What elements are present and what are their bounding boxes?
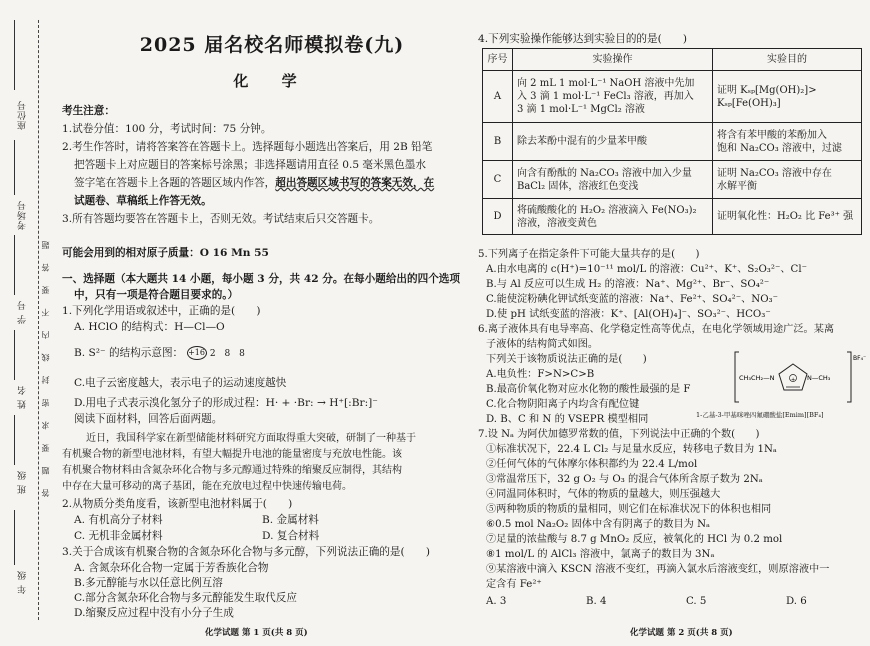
q3-stem: 3.关于合成该有机聚合物的含氮杂环化合物与多元醇，下列说法正确的是( ) — [62, 546, 430, 558]
q6-option-c: C.化合物阴阳离子内均含有配位键 — [486, 399, 640, 410]
q4-row-c-goal — [713, 161, 862, 199]
q7-item-7: ⑦足量的浓盐酸与 8.7 g MnO₂ 反应，被氧化的 HCl 为 0.2 mol — [486, 534, 783, 545]
exam-room-blank — [14, 140, 15, 195]
q4-row-b-op-1: 除去苯酚中混有的少量苯甲酸 — [517, 136, 647, 147]
q4-row-d-goal-1: 证明氧化性：H₂O₂ 比 Fe³⁺ 强 — [717, 211, 854, 222]
q4-row-c-goal-2: 水解平衡 — [717, 180, 757, 192]
electron-shells: 2 8 8 — [209, 349, 248, 359]
exam-title: 2025 届名校名师模拟卷(九) — [139, 34, 405, 56]
svg-text:+: + — [791, 377, 796, 383]
q1-stem: 1.下列化学用语或叙述中，正确的是( ) — [62, 305, 261, 317]
q6-option-a: A.电负性：F>N>C>B — [486, 369, 595, 380]
q5-option-c: C.能使淀粉碘化钾试纸变蓝的溶液：Na⁺、Fe²⁺、SO₄²⁻、NO₃⁻ — [486, 294, 779, 305]
section1-heading: 一、选择题（本大题共 14 小题，每小题 3 分，共 42 分。在每小题给出的四个选项 — [62, 273, 460, 285]
footer-left: 化学试题 第 1 页(共 8 页) — [205, 628, 308, 638]
q7-option-a: A. 3 — [486, 596, 507, 607]
q6-option-d: D. B、C 和 N 的 VSEPR 模型相同 — [486, 414, 649, 425]
mol-caption: 1-乙基-3-甲基咪唑四氟硼酸盐[Emim][BF₄] — [696, 411, 824, 419]
q3-option-d: D.缩聚反应过程中没有小分子生成 — [74, 607, 234, 619]
notice-item-3: 3.所有答题均要答在答题卡上，否则无效。考试结束后只交答题卡。 — [62, 213, 380, 225]
q3-option-c: C.部分含氮杂环化合物与多元醇能发生取代反应 — [74, 592, 297, 604]
reading-line-2: 有机聚合物的新型电池材料，有望大幅提升电池的能量密度与充放电性能。该 — [62, 449, 402, 460]
q4-table — [482, 48, 862, 235]
grade-blank — [14, 510, 15, 565]
notice-text: 签字笔在答题卡上各题的答题区域内作答， — [74, 177, 276, 189]
q4-table-header — [483, 49, 862, 71]
q4-row-b-op — [513, 123, 713, 161]
seal-notice: 答 题 要 求 密 封 线 内 不 要 答 题 — [41, 235, 50, 497]
q4-row-d-op-2: 溶液，溶液变黄色 — [517, 217, 597, 229]
q6-stem-2: 子液体的结构简式如图。 — [486, 339, 599, 350]
q4-row-a-op-2: 入 3 滴 1 mol·L⁻¹ FeCl₃ 溶液，再加入 — [517, 91, 694, 102]
student-id-blank — [14, 235, 15, 295]
q7-item-9: ⑨某溶液中滴入 KSCN 溶液不变红，再滴入氯水后溶液变红，则原溶液中一 — [486, 564, 830, 575]
q1-option-b-text: B. S²⁻ 的结构示意图： — [74, 347, 184, 359]
q4-row-d-no: D — [483, 199, 513, 235]
q7-option-d: D. 6 — [786, 596, 807, 607]
exam-room-label: 考场号 — [18, 200, 28, 230]
q4-row-b-no: B — [483, 123, 513, 161]
q7-item-9-cont: 定含有 Fe²⁺ — [486, 579, 542, 590]
q5-option-a: A.由水电离的 c(H⁺)=10⁻¹¹ mol/L 的溶液：Cu²⁺、K⁺、S₂O₃²⁻、Cl⁻ — [486, 264, 807, 275]
q4-row-c-no: C — [483, 161, 513, 199]
q7-item-2: ②任何气体的气体摩尔体积都约为 22.4 L/mol — [486, 459, 698, 470]
subject-title: 化 学 — [233, 72, 311, 90]
q4-row-d-goal — [713, 199, 862, 235]
q4-row-b-goal — [713, 123, 862, 161]
footer-right: 化学试题 第 2 页(共 8 页) — [630, 628, 733, 638]
q5-option-b: B.与 Al 反应可以生成 H₂ 的溶液：Na⁺、Mg²⁺、Br⁻、SO₄²⁻ — [486, 279, 770, 290]
seal-line — [38, 20, 39, 620]
q1-option-d: D.用电子式表示溴化氢分子的形成过程：H· + ·Br: → H⁺[:Br:]⁻ — [74, 397, 378, 409]
q4-header-goal: 实验目的 — [713, 49, 862, 71]
q4-header-op: 实验操作 — [513, 49, 713, 71]
q6-option-b: B.最高价氧化物对应水化物的酸性最强的是 F — [486, 384, 691, 395]
mol-right-group: N—CH₃ — [807, 374, 831, 382]
q5-stem: 5.下列离子在指定条件下可能大量共存的是( ) — [478, 249, 700, 260]
q5-option-d: D.使 pH 试纸变蓝的溶液：K⁺、[Al(OH)₄]⁻、SO₃²⁻、HCO₃⁻ — [486, 309, 771, 320]
q4-row-c-op-2: BaCl₂ 固体，溶液红色变浅 — [517, 180, 639, 192]
seat-number-label: 座位号 — [18, 100, 28, 130]
mol-left-group: CH₃CH₂—N — [739, 374, 775, 382]
q7-stem: 7.设 Nₐ 为阿伏加德罗常数的值，下列说法中正确的个数( ) — [478, 429, 760, 440]
q4-row-c-op-1: 向含有酚酞的 Na₂CO₃ 溶液中加入少量 — [517, 167, 692, 179]
q4-row-a-op-1: 向 2 mL 1 mol·L⁻¹ NaOH 溶液中先加 — [517, 78, 695, 89]
q4-row-d-op — [513, 199, 713, 235]
q4-row-a-op-3: 3 滴 1 mol·L⁻¹ MgCl₂ 溶液 — [517, 104, 645, 115]
notice-heading: 考生注意： — [62, 105, 115, 117]
q7-item-1: ①标准状况下，22.4 L Cl₂ 与足量水反应，转移电子数目为 1Nₐ — [486, 444, 777, 455]
class-label: 班 级 — [18, 470, 28, 494]
reading-line-3: 有机聚合物材料由含氮杂环化合物与多元醇通过特殊的缩聚反应制得，其结构 — [62, 465, 402, 476]
student-id-label: 学 号 — [18, 300, 28, 324]
q4-row-b-goal-2: 饱和 Na₂CO₃ 溶液中，过滤 — [717, 142, 842, 154]
table-row — [483, 71, 862, 123]
q4-stem: 4.下列实验操作能够达到实验目的的是( ) — [478, 33, 688, 45]
ionic-liquid-structure — [733, 348, 867, 406]
q7-option-c: C. 5 — [686, 596, 707, 607]
mol-anion: BF₄⁻ — [853, 355, 867, 362]
q7-item-5: ⑤两种物质的物质的量相同，则它们在标准状况下的体积也相同 — [486, 504, 772, 515]
q4-row-c-op — [513, 161, 713, 199]
class-blank — [14, 415, 15, 465]
binding-strip — [0, 0, 50, 646]
q1-option-a: A. HClO 的结构式：H—Cl—O — [74, 321, 225, 333]
q4-row-a-no: A — [483, 71, 513, 123]
q7-item-4: ④同温同体积时，气体的物质的量越大，则压强越大 — [486, 489, 721, 500]
q4-row-d-op-1: 将硫酸酸化的 H₂O₂ 溶液滴入 Fe(NO₃)₂ — [517, 204, 697, 216]
notice-item-2-cont: 把答题卡上对应题目的答案标号涂黑；非选择题请用直径 0.5 毫米黑色墨水 — [74, 159, 426, 171]
q4-row-b-goal-1: 将含有苯甲酸的苯酚加入 — [717, 129, 827, 141]
q2-option-c: C. 无机非金属材料 — [74, 530, 163, 542]
q7-item-8: ⑧1 mol/L 的 AlCl₃ 溶液中，氯离子的数目为 3Nₐ — [486, 549, 715, 560]
q4-row-c-goal-1: 证明 Na₂CO₃ 溶液中存在 — [717, 167, 832, 179]
name-blank — [14, 330, 15, 380]
reading-intro: 阅读下面材料，回答后面两题。 — [74, 413, 223, 425]
seat-number-blank — [14, 20, 15, 90]
q2-stem: 2.从物质分类角度看，该新型电池材料属于( ) — [62, 498, 293, 510]
q1-option-b — [74, 346, 248, 361]
q1-option-c: C.电子云密度越大，表示电子的运动速度越快 — [74, 377, 287, 389]
atomic-mass: 可能会用到的相对原子质量：O 16 Mn 55 — [62, 247, 269, 259]
q4-row-a-op — [513, 71, 713, 123]
q4-row-a-goal-1: 证明 Kₛₚ[Mg(OH)₂]> — [717, 84, 817, 96]
q6-stem-1: 6.离子液体具有电导率高、化学稳定性高等优点，在电化学领域用途广泛。某离 — [478, 324, 835, 335]
q4-row-a-goal — [713, 71, 862, 123]
table-row — [483, 123, 862, 161]
notice-bold: 超出答题区域书写的答案无效，在 — [275, 177, 435, 189]
q2-option-a: A. 有机高分子材料 — [74, 514, 163, 526]
q4-row-a-goal-2: Kₛₚ[Fe(OH)₃] — [717, 97, 781, 109]
q2-option-b: B. 金属材料 — [262, 514, 319, 526]
q7-item-6: ⑥0.5 mol Na₂O₂ 固体中含有阴离子的数目为 Nₐ — [486, 519, 710, 530]
notice-item-2-cont3: 试题卷、草稿纸上作答无效。 — [74, 195, 212, 207]
grade-label: 年 级 — [18, 570, 28, 594]
reading-line-1: 近日，我国科学家在新型储能材料研究方面取得重大突破，研制了一种基于 — [86, 433, 416, 444]
q3-option-a: A. 含氮杂环化合物一定属于芳香族化合物 — [74, 562, 269, 574]
q6-stem-3: 下列关于该物质说法正确的是( ) — [486, 354, 647, 365]
name-label: 姓 名 — [18, 385, 28, 409]
q2-option-d: D. 复合材料 — [262, 530, 320, 542]
notice-item-2-cont2 — [74, 176, 434, 190]
q3-option-b: B.多元醇能与水以任意比例互溶 — [74, 577, 223, 589]
section1-heading2: 中，只有一项是符合题目要求的。） — [74, 289, 239, 301]
q7-item-3: ③常温常压下，32 g O₂ 与 O₃ 的混合气体所含原子数为 2Nₐ — [486, 474, 763, 485]
nucleus-circle: +16 — [187, 346, 207, 360]
reading-line-4: 中存在大量可移动的离子基团，能在充放电过程中快速传输电荷。 — [62, 481, 352, 492]
q4-header-no: 序号 — [483, 49, 513, 71]
notice-item-2: 2.考生作答时，请将答案答在答题卡上。选择题每小题选出答案后，用 2B 铅笔 — [62, 141, 433, 153]
table-row — [483, 161, 862, 199]
table-row — [483, 199, 862, 235]
notice-item-1: 1.试卷分值：100 分，考试时间：75 分钟。 — [62, 123, 272, 135]
q7-option-b: B. 4 — [586, 596, 607, 607]
